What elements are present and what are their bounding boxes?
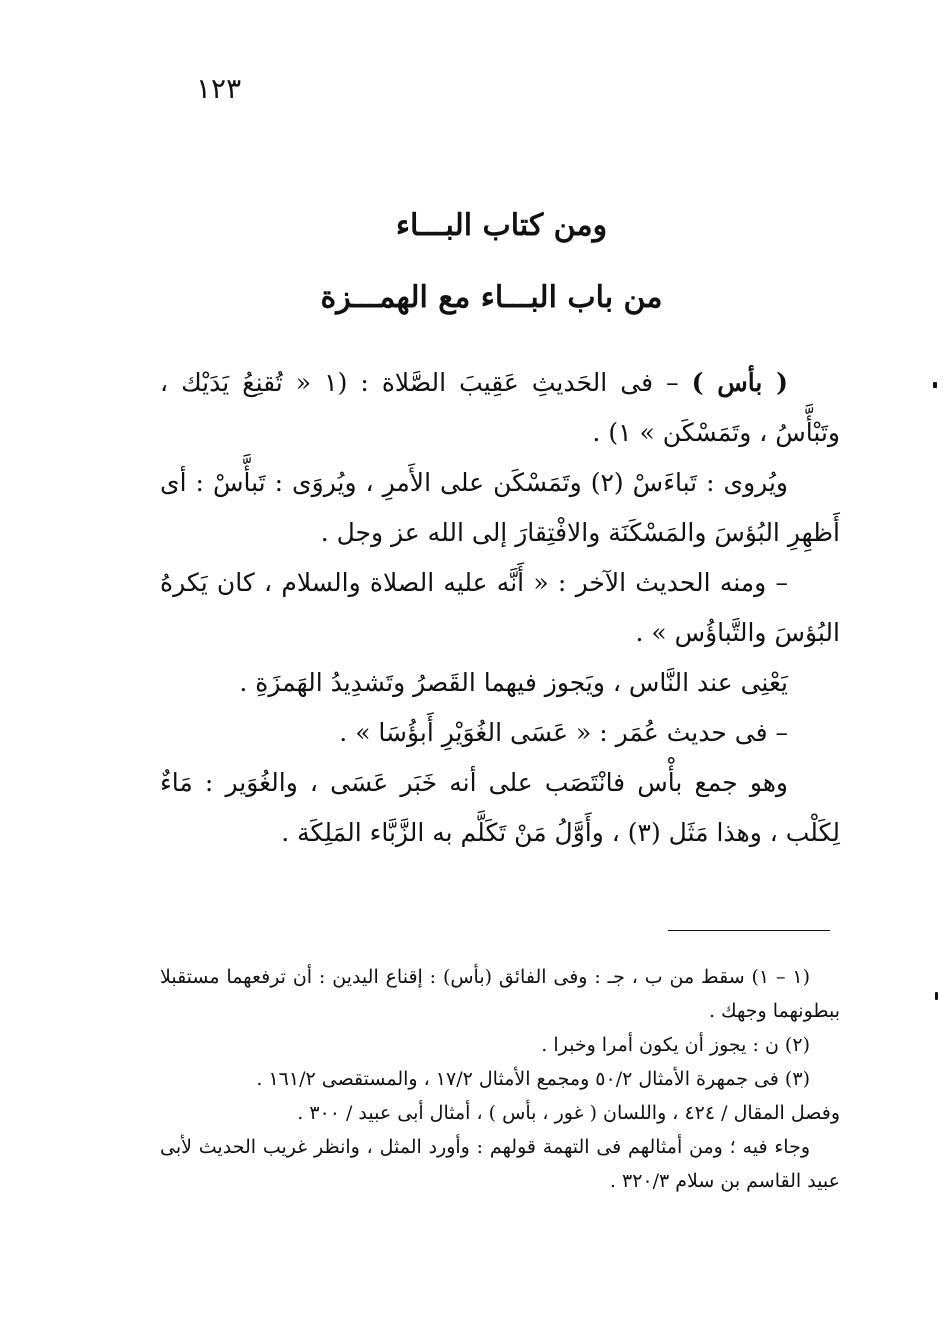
entry-paragraph-1 [160,358,840,458]
entry-paragraph-3: – ومنه الحديث الآخر : « أَنَّه عليه الصلاة والسلام ، كان يَكرهُ البُؤسَ والتَّباؤُس » . [160,568,840,647]
page-number: ١٢٣ [196,72,242,105]
main-text [160,358,840,858]
chapter-heading: ومن كتاب البـــاء [395,208,608,243]
entry-paragraph-2: ويُروى : تَباءَسْ (٢) وتَمَسْكَن على الأَمرِ ، ويُروَى : تَبأَّسْ : أى أَظهِرِ البُؤسَ والمَسْكَنَة والافْتِقارَ إلى الله عز وجل . [160,468,840,547]
footnote-1: (١ – ١) سقط من ب ، جـ : وفى الفائق (بأس) : إقناع اليدين : أن ترفعهما مستقبلا ببطونهما وجهك . [160,966,840,1022]
entry-paragraph-6: وهو جمع بأْس فانْتَصَب على أنه خَبَر عَسَى ، والغُوَير : مَاءٌ لِكَلْب ، وهذا مَثَل (٣) ، وأَوَّلُ مَنْ تَكَلَّم به الزَّبَّاء المَلِكَة . [160,768,840,847]
footnote-3-line-1: (٣) فى جمهرة الأمثال ٥٠/٢ ومجمع الأمثال ١٧/٢ ، والمستقصى ١٦١/٢ . [256,1068,810,1090]
entry-paragraph-4: يَعْنِى عند النَّاس ، ويَجوز فيهما القَصرُ وتَشدِيدُ الهَمزَةِ . [239,668,788,697]
section-heading: من باب البـــاء مع الهمـــزة [320,280,663,315]
entry-keyword: ( بأس ) [691,368,788,397]
footnote-3-line-3: وجاء فيه ؛ ومن أمثالهم فى التهمة قولهم : وأورد المثل ، وانظر غريب الحديث لأبى عبيد القاسم بن سلام ٣٢٠/٣ . [160,1136,840,1192]
margin-mark [935,992,938,1000]
margin-mark [933,382,937,388]
footnote-2: (٢) ن : يجوز أن يكون أمرا وخبرا . [541,1034,810,1056]
footnote-3-line-2: وفصل المقال / ٤٢٤ ، واللسان ( غور ، بأس ) ، أمثال أبى عبيد / ٣٠٠ . [297,1102,840,1124]
footnotes [160,960,840,1198]
entry-paragraph-1-text: – فى الحَديثِ عَقِيبَ الصَّلاة : (١ « تُقنِعُ يَدَيْك ، وتَبْأَّسُ ، وتَمَسْكَن » ١) . [160,368,840,447]
footnote-separator [668,930,830,931]
entry-paragraph-5: – فى حديث عُمَر : « عَسَى الغُوَيْرِ أَبؤُسَا » . [339,718,788,747]
